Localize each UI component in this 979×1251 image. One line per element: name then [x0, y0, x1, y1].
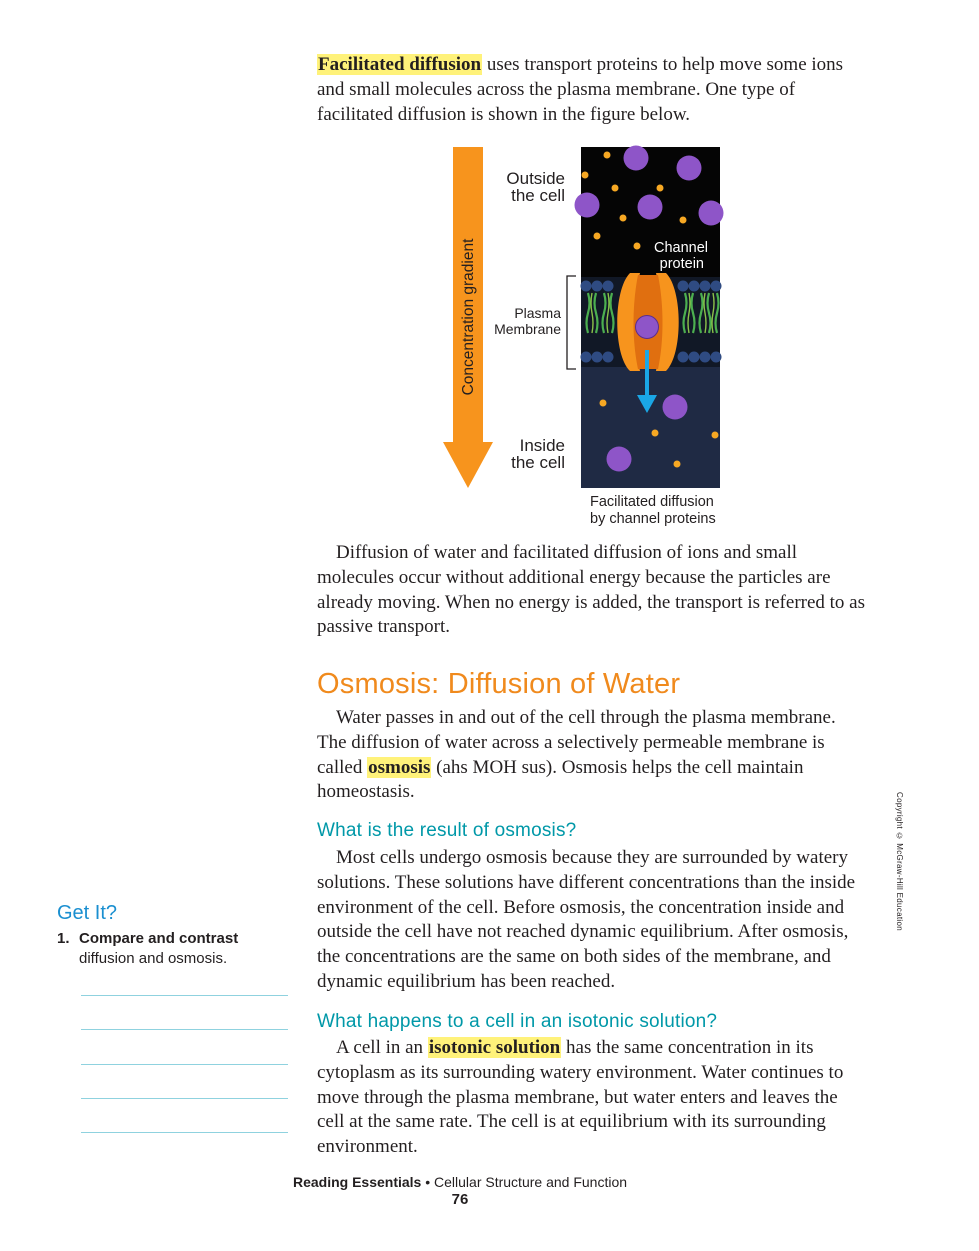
molecule-in-channel	[636, 316, 659, 339]
membrane-bracket	[567, 276, 576, 369]
figure-caption-line2: by channel proteins	[590, 511, 716, 527]
question-prompt-rest: diffusion and osmosis.	[79, 950, 228, 967]
result-heading: What is the result of osmosis?	[317, 820, 577, 841]
answer-line[interactable]	[81, 1064, 288, 1065]
outside-label-line1: Outside	[506, 169, 565, 188]
isotonic-text-before: A cell in an	[336, 1037, 428, 1058]
outside-label-line2: the cell	[511, 186, 565, 205]
isotonic-paragraph	[317, 1036, 867, 1160]
osmosis-text-after: (ahs MOH sus). Osmosis helps the cell maintain homeostasis.	[317, 756, 804, 803]
isotonic-solution-term: isotonic solution	[428, 1037, 561, 1058]
page-footer	[0, 1174, 920, 1190]
footer-separator: •	[421, 1174, 435, 1190]
answer-line[interactable]	[81, 995, 288, 996]
question-prompt-bold: Compare and contrast	[79, 930, 239, 947]
question-number: 1.	[57, 930, 70, 947]
answer-line[interactable]	[81, 1029, 288, 1030]
membrane-label-line1: Plasma	[514, 305, 561, 321]
footer-book-title: Reading Essentials	[292, 1174, 422, 1190]
facilitated-diffusion-term: Facilitated diffusion	[318, 54, 482, 75]
footer-chapter: Cellular Structure and Function	[434, 1174, 628, 1190]
osmosis-text-before: Water passes in and out of the cell through the plasma membrane. The diffusion of water across a selectively permeable membrane is called	[317, 707, 836, 778]
figure-caption-line1: Facilitated diffusion	[590, 494, 714, 510]
osmosis-term: osmosis	[368, 756, 431, 778]
diffusion-diagram	[440, 145, 740, 530]
inside-label-line1: Inside	[519, 436, 565, 455]
get-it-sidebar	[57, 902, 292, 969]
isotonic-heading: What happens to a cell in an isotonic solution?	[317, 1011, 718, 1032]
intro-paragraph	[317, 53, 867, 127]
answer-line[interactable]	[81, 1098, 288, 1099]
get-it-question	[57, 929, 292, 969]
result-paragraph: Most cells undergo osmosis because they are surrounded by watery solutions. These solutions have different concentrations than the inside environment of the cell. Before osmosis, the concentration inside and outside the cell have not reached dynamic equilibrium. After osmosis, the concentrations are the same on both sides of the membrane, and dynamic equilibrium has been reached.	[317, 847, 856, 992]
facilitated-diffusion-figure	[440, 145, 740, 530]
inside-region	[581, 360, 720, 488]
osmosis-heading: Osmosis: Diffusion of Water	[317, 668, 681, 700]
concentration-gradient-label: Concentration gradient	[460, 238, 477, 396]
isotonic-text-after: has the same concentration in its cytoplasm as its surrounding watery environment. Water continues to move through the plasma membrane, but water enters and leaves the cell at the same rate. The cell is at equilibrium with its surrounding environment.	[317, 1037, 844, 1158]
copyright-notice: Copyright © McGraw-Hill Education	[895, 792, 904, 931]
intro-text: uses transport proteins to help move some ions and small molecules across the plasma membrane. One type of facilitated diffusion is shown in the figure below.	[317, 54, 844, 125]
channel-label-line1: Channel	[653, 240, 708, 256]
passive-transport-paragraph: Diffusion of water and facilitated diffusion of ions and small molecules occur without additional energy because the particles are already moving. When no energy is added, the transport is referred to as passive transport.	[317, 542, 866, 638]
answer-line[interactable]	[81, 1132, 288, 1133]
page-number: 76	[451, 1191, 469, 1208]
membrane-label-line2: Membrane	[494, 321, 561, 337]
inside-label-line2: the cell	[511, 453, 565, 472]
osmosis-paragraph	[317, 706, 867, 805]
get-it-title: Get It?	[57, 902, 118, 924]
channel-label-line2: protein	[659, 256, 704, 272]
